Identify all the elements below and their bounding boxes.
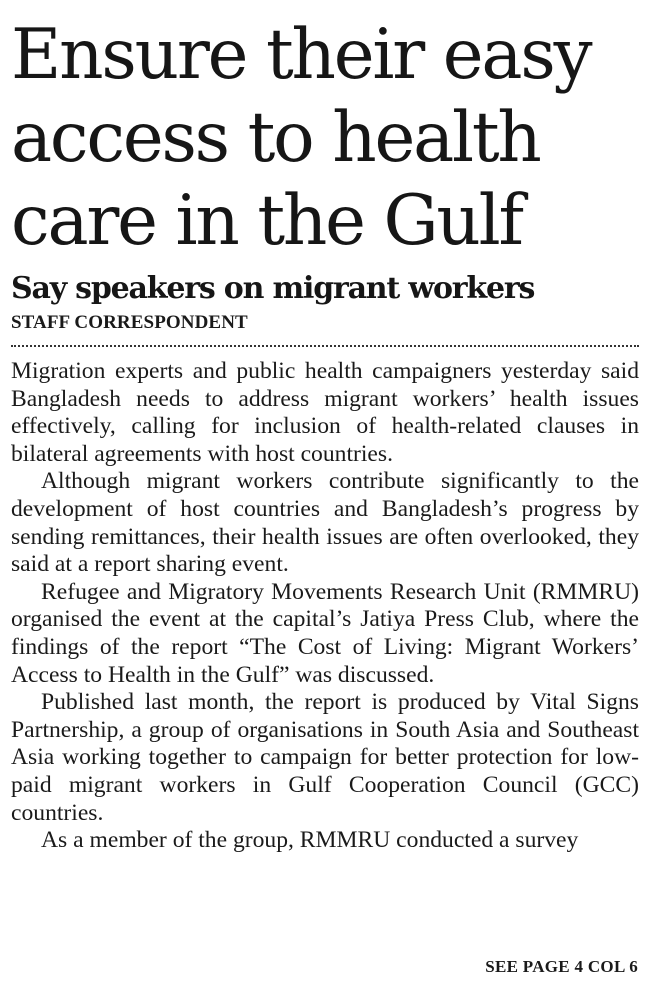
paragraph-5: As a member of the group, RMMRU conducted a survey (41, 827, 579, 854)
headline: Ensure their easy access to health care in the Gulf (11, 15, 591, 261)
paragraph-2: Although migrant workers contribute significantly to the development of host countries and Bangladesh’s progress by sending remittances, their health issues are often overlooked, they said at a report sharing event. (11, 468, 639, 578)
paragraph-4: Published last month, the report is produced by Vital Signs Partnership, a group of organisations in South Asia and Southeast Asia working together to campaign for better protection for low-paid migrant workers in Gulf Cooperation Council (GCC) countries. (11, 689, 639, 826)
article-body (11, 358, 639, 855)
paragraph-3: Refugee and Migratory Movements Research Unit (RMMRU) organised the event at the capital’s Jatiya Press Club, where the findings of the report “The Cost of Living: Migrant Workers’ Access to Health in the Gulf” was discussed. (11, 578, 639, 688)
continuation-jump: SEE PAGE 4 COL 6 (485, 957, 638, 976)
subheadline: Say speakers on migrant workers (11, 271, 535, 306)
dotted-divider (11, 345, 639, 347)
paragraph-1: Migration experts and public health campaigners yesterday said Bangladesh needs to address migrant workers’ health issues effectively, calling for inclusion of health-related clauses in bilateral agreements with host countries. (11, 358, 639, 467)
byline: STAFF CORRESPONDENT (11, 312, 248, 333)
